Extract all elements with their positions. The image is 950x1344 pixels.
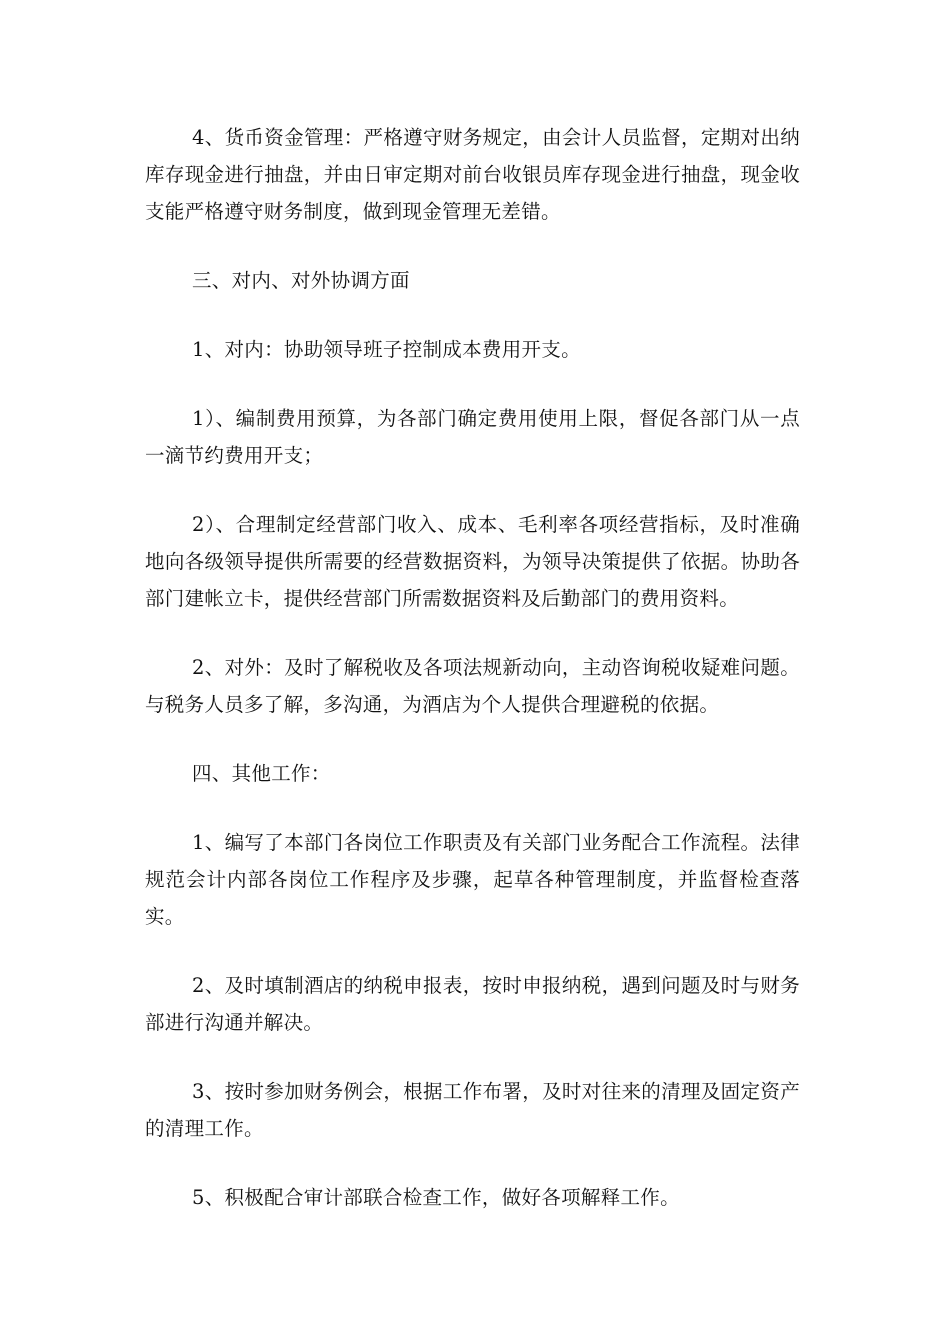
paragraph-budget: 1）、编制费用预算，为各部门确定费用使用上限，督促各部门从一点一滴节约费用开支；	[145, 407, 800, 467]
paragraph-job-duties: 1、编写了本部门各岗位工作职责及有关部门业务配合工作流程。法律规范会计内部各岗位工作程序及步骤，起草各种管理制度，并监督检查落实。	[145, 831, 800, 928]
paragraph-cash-management: 4、货币资金管理：严格遵守财务规定，由会计人员监督，定期对出纳库存现金进行抽盘，并由日审定期对前台收银员库存现金进行抽盘，现金收支能严格遵守财务制度，做到现金管理无差错。	[145, 126, 800, 223]
paragraph-tax-filing: 2、及时填制酒店的纳税申报表，按时申报纳税，遇到问题及时与财务部进行沟通并解决。	[145, 974, 800, 1034]
paragraph-internal: 1、对内：协助领导班子控制成本费用开支。	[192, 338, 581, 361]
document-body	[145, 119, 800, 1248]
paragraph-finance-meeting: 3、按时参加财务例会，根据工作布署，及时对往来的清理及固定资产的清理工作。	[145, 1080, 800, 1140]
paragraph-audit: 5、积极配合审计部联合检查工作，做好各项解释工作。	[192, 1186, 680, 1209]
paragraph-indicators: 2）、合理制定经营部门收入、成本、毛利率各项经营指标，及时准确地向各级领导提供所需要的经营数据资料，为领导决策提供了依据。协助各部门建帐立卡，提供经营部门所需数据资料及后勤部门的费用资料。	[145, 513, 800, 610]
section-heading-coordination: 三、对内、对外协调方面	[192, 269, 410, 292]
section-heading-other-work: 四、其他工作：	[192, 762, 331, 785]
paragraph-external: 2、对外：及时了解税收及各项法规新动向，主动咨询税收疑难问题。与税务人员多了解，多沟通，为酒店为个人提供合理避税的依据。	[145, 656, 800, 716]
